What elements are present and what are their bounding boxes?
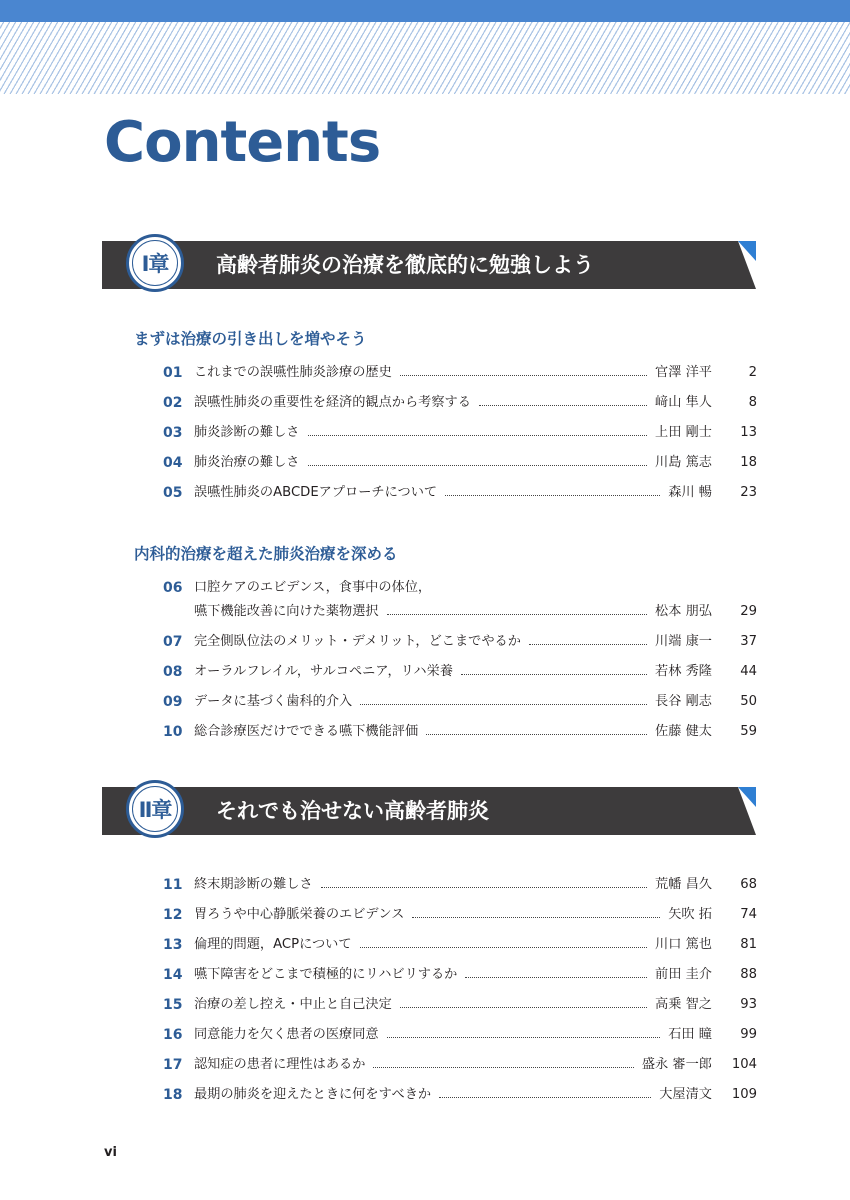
chapter-2-badge <box>126 780 184 838</box>
entry-number: 07 <box>163 634 183 650</box>
chapter-1-number: Ⅰ章 <box>141 252 169 276</box>
entry-title: 倫理的問題，ACPについて <box>194 937 352 952</box>
entry-page: 59 <box>740 724 757 739</box>
entry-number: 14 <box>163 967 183 983</box>
entry-page: 93 <box>740 997 757 1012</box>
leader-dots <box>400 1007 647 1008</box>
section-2-heading: 内科的治療を超えた肺炎治療を深める <box>134 545 398 563</box>
entry-author: 川口 篤也 <box>655 937 712 952</box>
toc-entry[interactable] <box>163 1025 757 1045</box>
entry-title: 肺炎治療の難しさ <box>194 455 300 470</box>
toc-entry[interactable] <box>163 692 757 712</box>
entry-number: 12 <box>163 907 183 923</box>
entry-title: 終末期診断の難しさ <box>194 877 313 892</box>
entry-number: 02 <box>163 395 183 411</box>
entry-title: 肺炎診断の難しさ <box>194 425 300 440</box>
entry-number: 05 <box>163 485 183 501</box>
entry-title: 嚥下障害をどこまで積極的にリハビリするか <box>194 967 458 982</box>
entry-page: 74 <box>740 907 757 922</box>
entry-number: 01 <box>163 365 183 381</box>
leader-dots <box>321 887 647 888</box>
entry-author: 松本 朋弘 <box>655 604 712 619</box>
entry-title: 同意能力を欠く患者の医療同意 <box>194 1027 379 1042</box>
entry-title: 最期の肺炎を迎えたときに何をすべきか <box>194 1087 432 1102</box>
toc-entry[interactable] <box>163 632 757 652</box>
toc-entry[interactable] <box>163 935 757 955</box>
entry-number: 03 <box>163 425 183 441</box>
chapter-2-banner <box>102 780 756 842</box>
entry-page: 37 <box>740 634 757 649</box>
leader-dots <box>461 674 647 675</box>
leader-dots <box>387 614 647 615</box>
entry-title: これまでの誤嚥性肺炎診療の歴史 <box>194 365 392 380</box>
entry-number: 15 <box>163 997 183 1013</box>
entry-number: 10 <box>163 724 183 740</box>
entry-page: 50 <box>740 694 757 709</box>
toc-entry[interactable] <box>163 453 757 473</box>
entry-number: 04 <box>163 455 183 471</box>
entry-page: 18 <box>740 455 757 470</box>
entry-page: 104 <box>731 1057 757 1072</box>
entry-author: 長谷 剛志 <box>655 694 712 709</box>
hatch-pattern-band <box>0 22 850 94</box>
toc-entry[interactable] <box>163 363 757 383</box>
chapter-1-title: 高齢者肺炎の治療を徹底的に勉強しよう <box>216 253 594 277</box>
leader-dots <box>308 435 647 436</box>
entry-author: 官澤 洋平 <box>655 365 712 380</box>
entry-author: 大屋清文 <box>659 1087 712 1102</box>
entry-number: 06 <box>163 580 183 596</box>
toc-entry[interactable] <box>163 1055 757 1075</box>
top-color-band <box>0 0 850 22</box>
entry-number: 13 <box>163 937 183 953</box>
entry-title: オーラルフレイル，サルコペニア，リハ栄養 <box>194 664 453 679</box>
toc-entry[interactable] <box>163 965 757 985</box>
chapter-1-banner <box>102 234 756 296</box>
entry-title: データに基づく歯科的介入 <box>194 694 353 709</box>
toc-entry[interactable] <box>163 423 757 443</box>
leader-dots <box>412 917 660 918</box>
entry-author: 川島 篤志 <box>655 455 712 470</box>
entry-page: 81 <box>740 937 757 952</box>
entry-number: 17 <box>163 1057 183 1073</box>
leader-dots <box>445 495 660 496</box>
entry-author: 石田 瞳 <box>668 1027 712 1042</box>
leader-dots <box>439 1097 651 1098</box>
toc-entry[interactable] <box>163 393 757 413</box>
toc-entry[interactable] <box>163 905 757 925</box>
entry-page: 44 <box>740 664 757 679</box>
chapter-2-title: それでも治せない高齢者肺炎 <box>216 799 489 823</box>
entry-page: 88 <box>740 967 757 982</box>
entry-number: 18 <box>163 1087 183 1103</box>
entry-page: 109 <box>731 1087 757 1102</box>
entry-page: 68 <box>740 877 757 892</box>
entry-page: 2 <box>748 365 757 380</box>
entry-title: 誤嚥性肺炎のABCDEアプローチについて <box>194 485 438 500</box>
entry-author: 若林 秀隆 <box>655 664 712 679</box>
entry-page: 13 <box>740 425 757 440</box>
entry-number: 09 <box>163 694 183 710</box>
entry-author: 﨑山 隼人 <box>655 395 712 410</box>
leader-dots <box>308 465 647 466</box>
toc-entry[interactable] <box>163 580 757 622</box>
entry-number: 11 <box>163 877 183 893</box>
toc-entry[interactable] <box>163 722 757 742</box>
toc-entry[interactable] <box>163 662 757 682</box>
page-number: vi <box>104 1145 117 1160</box>
entry-author: 矢吹 拓 <box>668 907 712 922</box>
entry-page: 23 <box>740 485 757 500</box>
leader-dots <box>360 947 647 948</box>
entry-title: 誤嚥性肺炎の重要性を経済的観点から考察する <box>194 395 471 410</box>
leader-dots <box>400 375 647 376</box>
entry-author: 川端 康一 <box>655 634 712 649</box>
entry-title: 胃ろうや中心静脈栄養のエビデンス <box>194 907 405 922</box>
entry-page: 8 <box>748 395 757 410</box>
entry-number: 16 <box>163 1027 183 1043</box>
entry-title: 嚥下機能改善に向けた薬物選択 <box>194 604 379 619</box>
entry-title: 治療の差し控え・中止と自己決定 <box>194 997 392 1012</box>
entry-title: 認知症の患者に理性はあるか <box>194 1057 366 1072</box>
entry-author: 高乗 智之 <box>655 997 712 1012</box>
toc-entry[interactable] <box>163 995 757 1015</box>
page-title: Contents <box>104 110 381 175</box>
entry-title: 総合診療医だけでできる嚥下機能評価 <box>194 724 419 739</box>
leader-dots <box>373 1067 634 1068</box>
leader-dots <box>465 977 647 978</box>
toc-entry[interactable] <box>163 483 757 503</box>
leader-dots <box>479 405 647 406</box>
leader-dots <box>360 704 647 705</box>
entry-author: 森川 暢 <box>668 485 712 500</box>
entry-author: 佐藤 健太 <box>655 724 712 739</box>
entry-page: 99 <box>740 1027 757 1042</box>
section-1-heading: まずは治療の引き出しを増やそう <box>134 330 367 348</box>
leader-dots <box>529 644 647 645</box>
entry-title: 完全側臥位法のメリット・デメリット，どこまでやるか <box>194 634 521 649</box>
chapter-1-badge <box>126 234 184 292</box>
toc-entry[interactable] <box>163 1085 757 1105</box>
entry-author: 前田 圭介 <box>655 967 712 982</box>
entry-page: 29 <box>740 604 757 619</box>
entry-number: 08 <box>163 664 183 680</box>
chapter-2-number: Ⅱ章 <box>138 798 172 822</box>
leader-dots <box>426 734 647 735</box>
toc-entry[interactable] <box>163 875 757 895</box>
entry-author: 荒幡 昌久 <box>655 877 712 892</box>
entry-author: 上田 剛士 <box>655 425 712 440</box>
entry-title-line1: 口腔ケアのエビデンス，食事中の体位， <box>194 580 432 595</box>
leader-dots <box>387 1037 660 1038</box>
entry-author: 盛永 審一郎 <box>641 1057 712 1072</box>
